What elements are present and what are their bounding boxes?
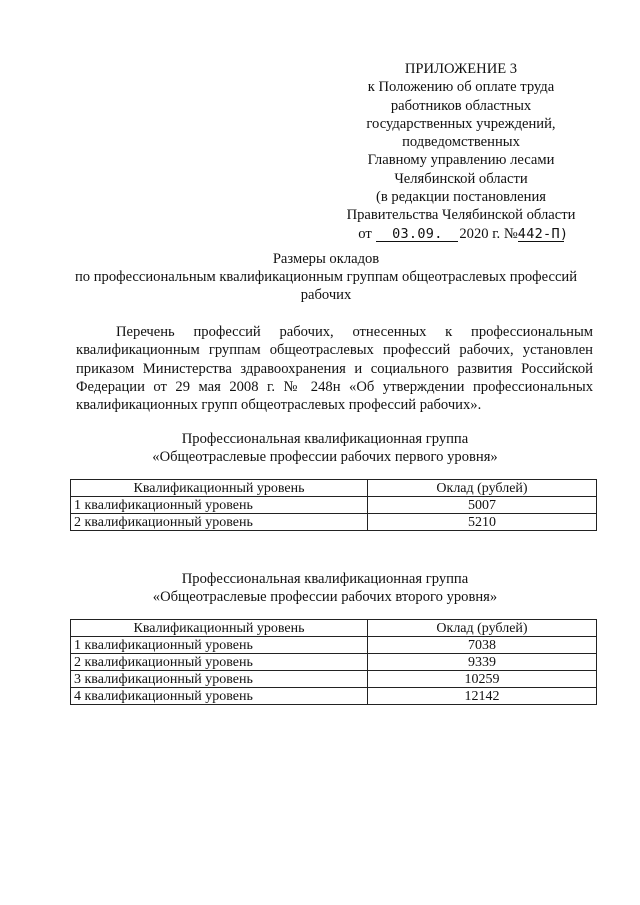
salary-cell: 12142 [368, 688, 597, 705]
group-1-heading [90, 430, 560, 466]
handwritten-number: 442-П) [517, 225, 569, 242]
column-header-level: Квалификационный уровень [71, 480, 368, 497]
group-heading-line: «Общеотраслевые профессии рабочих первого уровня» [152, 449, 498, 465]
group-heading-line: «Общеотраслевые профессии рабочих второго уровня» [152, 589, 498, 605]
level-cell: 4 квалификационный уровень [71, 688, 368, 705]
appendix-line: подведомственных [402, 134, 520, 151]
appendix-line: Челябинской области [394, 170, 528, 187]
appendix-line: (в редакции постановления [376, 189, 546, 206]
salary-cell: 10259 [368, 671, 597, 688]
table-row [71, 671, 597, 688]
column-header-level: Квалификационный уровень [71, 620, 368, 637]
appendix-line: к Положению об оплате труда [367, 79, 555, 96]
salary-cell: 7038 [368, 637, 597, 654]
appendix-date-line [336, 225, 586, 243]
group-2-heading [90, 570, 560, 606]
date-field [376, 227, 458, 242]
title-line: рабочих [300, 287, 352, 303]
title-line: по профессиональным квалификационным группам общеотраслевых профессий [74, 269, 578, 285]
group-1-table [70, 479, 597, 531]
date-prefix: от [358, 225, 372, 242]
level-cell: 1 квалификационный уровень [71, 637, 368, 654]
number-field [517, 225, 569, 242]
table-row [71, 654, 597, 671]
intro-paragraph: Перечень профессий рабочих, отнесенных к профессиональным квалификационным группам общеотраслевых профессий рабочих, установлен приказом Министерства здравоохранения и социального развития Российской Федерации от 29 мая 2008 г. № 248н «Об утверждении профессиональных квалификационных групп общеотраслевых профессий рабочих». [76, 324, 593, 414]
appendix-line: работников областных [390, 97, 532, 114]
salary-cell: 5007 [368, 497, 597, 514]
column-header-salary: Оклад (рублей) [368, 480, 597, 497]
table-header-row [71, 480, 597, 497]
appendix-line: государственных учреждений, [366, 115, 556, 132]
appendix-block [336, 60, 586, 243]
document-title [66, 250, 586, 304]
group-heading-line: Профессиональная квалификационная группа [181, 571, 469, 587]
table-row [71, 688, 597, 705]
salary-cell: 9339 [368, 654, 597, 671]
level-cell: 2 квалификационный уровень [71, 654, 368, 671]
year-text: 2020 г. № [459, 225, 518, 242]
appendix-line: Главному управлению лесами [367, 152, 555, 169]
group-2-table [70, 619, 597, 705]
title-line: Размеры окладов [272, 251, 380, 267]
appendix-title: ПРИЛОЖЕНИЕ 3 [404, 61, 518, 77]
level-cell: 2 квалификационный уровень [71, 514, 368, 531]
appendix-line: Правительства Челябинской области [346, 207, 576, 224]
level-cell: 1 квалификационный уровень [71, 497, 368, 514]
table-row [71, 497, 597, 514]
group-heading-line: Профессиональная квалификационная группа [181, 431, 469, 447]
salary-cell: 5210 [368, 514, 597, 531]
table-row [71, 637, 597, 654]
column-header-salary: Оклад (рублей) [368, 620, 597, 637]
level-cell: 3 квалификационный уровень [71, 671, 368, 688]
table-header-row [71, 620, 597, 637]
handwritten-date: 03.09. [392, 225, 443, 242]
table-row [71, 514, 597, 531]
